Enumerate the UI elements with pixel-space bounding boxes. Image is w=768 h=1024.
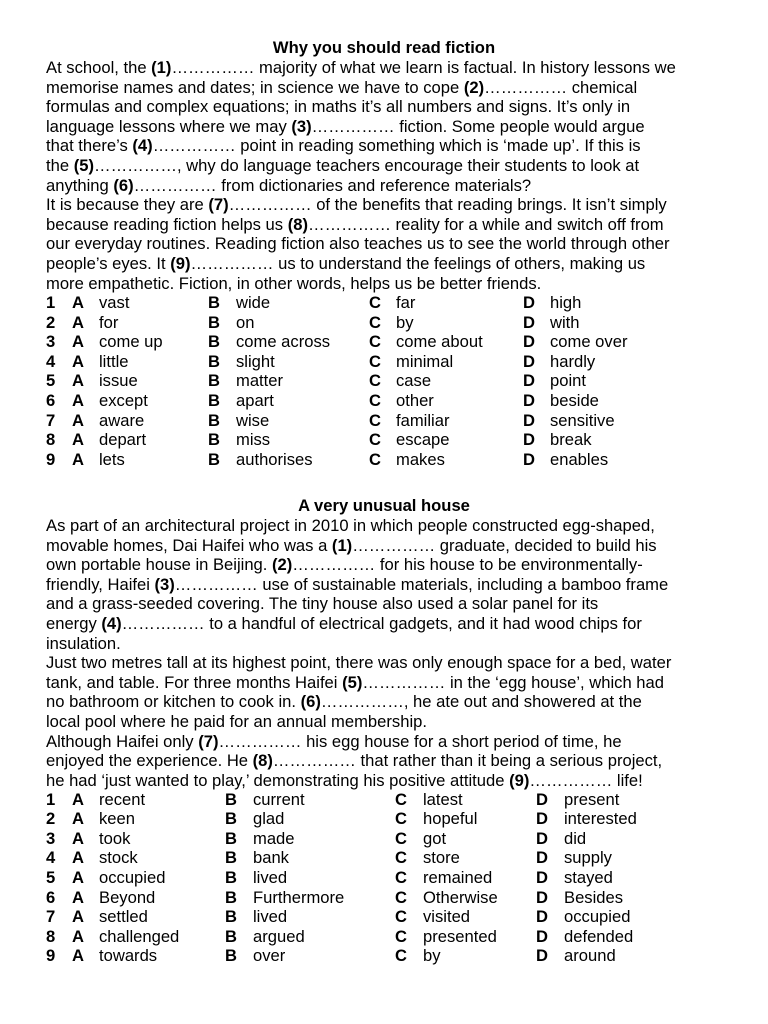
option-letter: C <box>369 293 381 312</box>
option-b-text: lived <box>253 907 288 927</box>
option-d-text: hardly <box>550 351 596 371</box>
passage-line <box>46 274 746 294</box>
exercise1-title: Why you should read fiction <box>272 38 496 57</box>
option-letter: C <box>395 887 407 907</box>
passage-text: …………… that rather than it being a serious project, <box>272 751 663 771</box>
option-a-text: for <box>99 312 119 332</box>
passage-text: …………… chemical <box>484 77 638 97</box>
option-a-text: settled <box>99 907 148 927</box>
option-b-text: miss <box>236 430 271 450</box>
option-letter: B <box>225 887 237 907</box>
option-letter: A <box>72 946 84 966</box>
option-b-text: Furthermore <box>253 887 345 907</box>
passage-text: no bathroom or kitchen to cook in. <box>46 692 301 712</box>
passage-text: …………… graduate, decided to build his <box>352 535 657 555</box>
option-letter: D <box>523 449 535 469</box>
option-letter: B <box>208 391 220 410</box>
option-letter: D <box>536 926 548 946</box>
question-number: 9 <box>46 946 56 966</box>
option-letter: C <box>369 391 381 410</box>
option-letter: C <box>395 867 407 887</box>
option-c-text: presented <box>423 926 497 946</box>
passage-text: Although Haifei only <box>46 731 199 751</box>
option-letter: C <box>395 828 407 848</box>
passage-line <box>46 771 746 791</box>
gap-number: (5) <box>342 672 363 692</box>
gap-number: (1) <box>151 58 172 77</box>
passage-line <box>46 575 746 595</box>
option-row <box>0 848 700 868</box>
option-d-text: did <box>564 828 587 848</box>
passage-line <box>46 516 746 536</box>
passage-text: As part of an architectural project in 2010 in which people constructed egg-shaped, <box>46 516 655 535</box>
passage-line <box>46 751 746 771</box>
passage-line <box>46 712 746 732</box>
option-a-text: stock <box>99 848 138 868</box>
gap-number: (7) <box>208 195 229 215</box>
option-row <box>0 391 700 411</box>
passage-line <box>46 254 746 274</box>
option-letter: A <box>72 887 84 907</box>
option-letter: D <box>536 848 548 868</box>
option-b-text: come across <box>236 332 331 352</box>
question-number: 1 <box>46 293 56 312</box>
option-letter: D <box>523 371 535 391</box>
option-row <box>0 371 700 391</box>
option-b-text: bank <box>253 848 289 868</box>
option-d-text: around <box>564 946 616 966</box>
passage-line <box>46 634 746 654</box>
passage-line <box>46 117 746 137</box>
option-b-text: apart <box>236 391 274 410</box>
option-d-text: stayed <box>564 867 613 887</box>
question-number: 3 <box>46 828 56 848</box>
option-c-text: minimal <box>396 351 454 371</box>
passage-line <box>46 594 746 614</box>
gap-number: (4) <box>132 136 153 156</box>
gap-number: (8) <box>252 751 273 771</box>
option-letter: B <box>225 828 237 848</box>
gap-number: (2) <box>272 555 293 575</box>
option-letter: C <box>369 449 381 469</box>
option-c-text: come about <box>396 332 483 352</box>
option-c-text: familiar <box>396 410 450 430</box>
passage-line <box>46 136 746 156</box>
passage-text: and a grass-seeded covering. The tiny house also used a solar panel for its <box>46 594 599 614</box>
passage-text: anything <box>46 175 114 195</box>
option-row <box>0 927 700 947</box>
gap-number: (3) <box>154 574 175 594</box>
passage-line <box>46 555 746 575</box>
gap-number: (9) <box>170 253 191 273</box>
option-row <box>0 907 700 927</box>
gap-number: (1) <box>331 535 353 555</box>
option-b-text: slight <box>236 351 275 371</box>
question-number: 7 <box>46 907 56 927</box>
question-number: 2 <box>46 312 56 332</box>
option-letter: D <box>536 809 548 829</box>
option-a-text: occupied <box>99 867 166 887</box>
option-letter: A <box>72 449 84 469</box>
question-number: 9 <box>46 449 56 469</box>
question-number: 2 <box>46 809 56 829</box>
passage-line <box>46 78 746 98</box>
option-letter: D <box>536 828 548 848</box>
passage-text: …………… in the ‘egg house’, which had <box>362 672 664 692</box>
passage-text: formulas and complex equations; in maths it’s all numbers and signs. It’s only in <box>46 97 631 117</box>
question-number: 7 <box>46 410 56 430</box>
option-letter: D <box>523 332 535 352</box>
option-row <box>0 946 700 966</box>
gap-number: (8) <box>287 214 308 234</box>
passage-text: …………… majority of what we learn is factual. In history lessons we <box>171 58 676 77</box>
option-a-text: towards <box>99 946 158 966</box>
option-letter: A <box>72 430 84 450</box>
passage-text: movable homes, Dai Haifei who was a <box>46 535 332 555</box>
passage-line <box>46 614 746 634</box>
option-row <box>0 450 700 470</box>
option-letter: A <box>72 926 84 946</box>
question-number: 5 <box>46 371 56 391</box>
option-c-text: far <box>396 293 416 312</box>
passage-line <box>46 58 746 78</box>
passage-text: enjoyed the experience. He <box>46 751 253 771</box>
passage-text: our everyday routines. Reading fiction also teaches us to see the world through other <box>46 234 670 254</box>
exercise2-title: A very unusual house <box>298 496 470 515</box>
option-d-text: occupied <box>564 907 631 927</box>
passage-line <box>46 732 746 752</box>
option-letter: B <box>225 789 237 809</box>
question-number: 6 <box>46 887 56 907</box>
passage-text: more empathetic. Fiction, in other words, helps us be better friends. <box>46 273 542 293</box>
passage-text: own portable house in Beijing. <box>46 555 273 575</box>
passage-text: At school, the <box>46 58 152 77</box>
passage-text: …………… life! <box>529 770 643 790</box>
gap-number: (3) <box>291 116 312 136</box>
passage-text: local pool where he paid for an annual membership. <box>46 711 427 731</box>
gap-number: (4) <box>101 613 122 633</box>
option-letter: D <box>536 789 548 809</box>
option-c-text: other <box>396 391 434 410</box>
option-letter: A <box>72 828 84 848</box>
option-b-text: made <box>253 828 295 848</box>
passage-text: …………… to a handful of electrical gadgets, and it had wood chips for <box>121 613 642 633</box>
option-c-text: case <box>396 371 432 391</box>
option-letter: D <box>523 312 535 332</box>
option-c-text: Otherwise <box>423 887 498 907</box>
option-letter: B <box>208 371 220 391</box>
option-letter: C <box>395 809 407 829</box>
passage-text: people’s eyes. It <box>46 253 171 273</box>
option-c-text: makes <box>396 449 445 469</box>
option-letter: B <box>225 809 237 829</box>
option-b-text: on <box>236 312 255 332</box>
passage-line <box>46 536 746 556</box>
gap-number: (7) <box>198 731 219 751</box>
option-b-text: wide <box>236 293 271 312</box>
gap-number: (6) <box>113 175 134 195</box>
question-number: 6 <box>46 391 56 410</box>
passage-text: energy <box>46 613 102 633</box>
option-letter: A <box>72 410 84 430</box>
option-row <box>0 790 700 810</box>
passage-line <box>46 215 746 235</box>
option-letter: D <box>536 887 548 907</box>
option-row <box>0 313 700 333</box>
option-c-text: visited <box>423 907 471 927</box>
option-c-text: hopeful <box>423 809 478 829</box>
passage-text: …………… of the benefits that reading brings. It isn’t simply <box>228 195 667 215</box>
passage-text: Just two metres tall at its highest point, there was only enough space for a bed, water <box>46 653 672 673</box>
option-b-text: authorises <box>236 449 313 469</box>
option-a-text: except <box>99 391 148 410</box>
option-d-text: supply <box>564 848 612 868</box>
option-b-text: argued <box>253 926 305 946</box>
option-letter: C <box>395 926 407 946</box>
option-letter: C <box>369 410 381 430</box>
option-letter: B <box>208 312 220 332</box>
option-c-text: escape <box>396 430 450 450</box>
option-a-text: issue <box>99 371 138 391</box>
passage-text: insulation. <box>46 633 121 653</box>
passage-text: memorise names and dates; in science we have to cope <box>46 77 464 97</box>
passage-text: ……………, why do language teachers encourage their students to look at <box>93 155 640 175</box>
option-letter: D <box>523 391 535 410</box>
question-number: 5 <box>46 867 56 887</box>
option-letter: C <box>369 371 381 391</box>
passage-line <box>46 692 746 712</box>
option-letter: A <box>72 867 84 887</box>
option-row <box>0 888 700 908</box>
option-row <box>0 332 700 352</box>
passage-line <box>46 156 746 176</box>
option-letter: A <box>72 391 84 410</box>
option-letter: A <box>72 332 84 352</box>
option-a-text: took <box>99 828 131 848</box>
option-d-text: with <box>550 312 580 332</box>
gap-number: (6) <box>300 692 321 712</box>
option-d-text: sensitive <box>550 410 615 430</box>
passage-text: …………… for his house to be environmentally- <box>292 555 643 575</box>
option-letter: C <box>395 946 407 966</box>
passage-text: It is because they are <box>46 195 209 215</box>
option-a-text: challenged <box>99 926 180 946</box>
option-a-text: depart <box>99 430 147 450</box>
option-row <box>0 352 700 372</box>
option-letter: A <box>72 371 84 391</box>
exercise1-passage <box>46 58 746 293</box>
option-letter: C <box>395 848 407 868</box>
option-row <box>0 411 700 431</box>
question-number: 3 <box>46 332 56 352</box>
option-d-text: Besides <box>564 887 624 907</box>
passage-line <box>46 97 746 117</box>
gap-number: (5) <box>73 155 94 175</box>
passage-text: …………… his egg house for a short period of time, he <box>218 731 622 751</box>
option-a-text: lets <box>99 449 125 469</box>
option-letter: B <box>208 293 220 312</box>
option-c-text: by <box>423 946 441 966</box>
option-b-text: wise <box>236 410 270 430</box>
option-d-text: enables <box>550 449 609 469</box>
option-letter: A <box>72 789 84 809</box>
passage-text: that there’s <box>46 136 133 156</box>
passage-text: …………… fiction. Some people would argue <box>311 116 645 136</box>
passage-text: …………… reality for a while and switch off from <box>307 214 664 234</box>
passage-text: friendly, Haifei <box>46 574 155 594</box>
option-a-text: Beyond <box>99 887 156 907</box>
option-letter: D <box>523 410 535 430</box>
option-b-text: current <box>253 789 305 809</box>
option-d-text: beside <box>550 391 599 410</box>
option-row <box>0 868 700 888</box>
passage-line <box>46 653 746 673</box>
option-letter: C <box>395 907 407 927</box>
option-d-text: point <box>550 371 586 391</box>
option-letter: C <box>395 789 407 809</box>
passage-line <box>46 673 746 693</box>
option-row <box>0 293 700 313</box>
exercise2-passage <box>46 516 746 790</box>
option-row <box>0 829 700 849</box>
option-letter: C <box>369 312 381 332</box>
passage-text: …………… point in reading something which is ‘made up’. If this is <box>152 136 641 156</box>
passage-text: language lessons where we may <box>46 116 292 136</box>
option-c-text: remained <box>423 867 493 887</box>
option-letter: D <box>536 907 548 927</box>
passage-line <box>46 234 746 254</box>
option-row <box>0 430 700 450</box>
option-d-text: present <box>564 789 620 809</box>
option-b-text: over <box>253 946 286 966</box>
passage-line <box>46 176 746 196</box>
passage-text: …………… us to understand the feelings of others, making us <box>190 253 646 273</box>
option-c-text: got <box>423 828 447 848</box>
passage-text: the <box>46 155 74 175</box>
option-letter: B <box>225 848 237 868</box>
option-letter: B <box>225 946 237 966</box>
option-d-text: high <box>550 293 582 312</box>
option-a-text: recent <box>99 789 146 809</box>
option-letter: B <box>208 430 220 450</box>
option-letter: B <box>208 332 220 352</box>
option-letter: C <box>369 351 381 371</box>
option-d-text: come over <box>550 332 628 352</box>
option-a-text: come up <box>99 332 163 352</box>
option-c-text: by <box>396 312 414 332</box>
option-a-text: little <box>99 351 129 371</box>
option-a-text: vast <box>99 293 130 312</box>
passage-text: …………… use of sustainable materials, including a bamboo frame <box>174 574 669 594</box>
question-number: 8 <box>46 430 56 450</box>
option-d-text: interested <box>564 809 637 829</box>
option-letter: A <box>72 351 84 371</box>
question-number: 8 <box>46 926 56 946</box>
option-b-text: glad <box>253 809 285 829</box>
gap-number: (2) <box>463 77 485 97</box>
question-number: 1 <box>46 789 56 809</box>
option-letter: B <box>208 351 220 371</box>
passage-text: he had ‘just wanted to play,’ demonstrating his positive attitude <box>46 770 510 790</box>
option-letter: B <box>225 867 237 887</box>
passage-text: …………… from dictionaries and reference materials? <box>133 175 532 195</box>
option-b-text: matter <box>236 371 284 391</box>
option-letter: D <box>536 867 548 887</box>
option-c-text: latest <box>423 789 463 809</box>
option-letter: A <box>72 848 84 868</box>
option-letter: A <box>72 293 84 312</box>
option-letter: D <box>536 946 548 966</box>
option-letter: B <box>208 410 220 430</box>
gap-number: (9) <box>509 770 530 790</box>
option-a-text: keen <box>99 809 135 829</box>
option-letter: D <box>523 351 535 371</box>
option-letter: C <box>369 430 381 450</box>
option-letter: C <box>369 332 381 352</box>
option-letter: B <box>208 449 220 469</box>
option-letter: A <box>72 809 84 829</box>
option-d-text: break <box>550 430 592 450</box>
passage-text: ……………, he ate out and showered at the <box>320 692 642 712</box>
question-number: 4 <box>46 351 56 371</box>
option-letter: D <box>523 293 535 312</box>
question-number: 4 <box>46 848 56 868</box>
passage-text: tank, and table. For three months Haifei <box>46 672 343 692</box>
option-row <box>0 809 700 829</box>
passage-line <box>46 195 746 215</box>
option-letter: A <box>72 312 84 332</box>
option-a-text: aware <box>99 410 145 430</box>
passage-text: because reading fiction helps us <box>46 214 288 234</box>
option-c-text: store <box>423 848 460 868</box>
option-letter: B <box>225 907 237 927</box>
option-b-text: lived <box>253 867 288 887</box>
option-d-text: defended <box>564 926 634 946</box>
option-letter: B <box>225 926 237 946</box>
option-letter: A <box>72 907 84 927</box>
option-letter: D <box>523 430 535 450</box>
